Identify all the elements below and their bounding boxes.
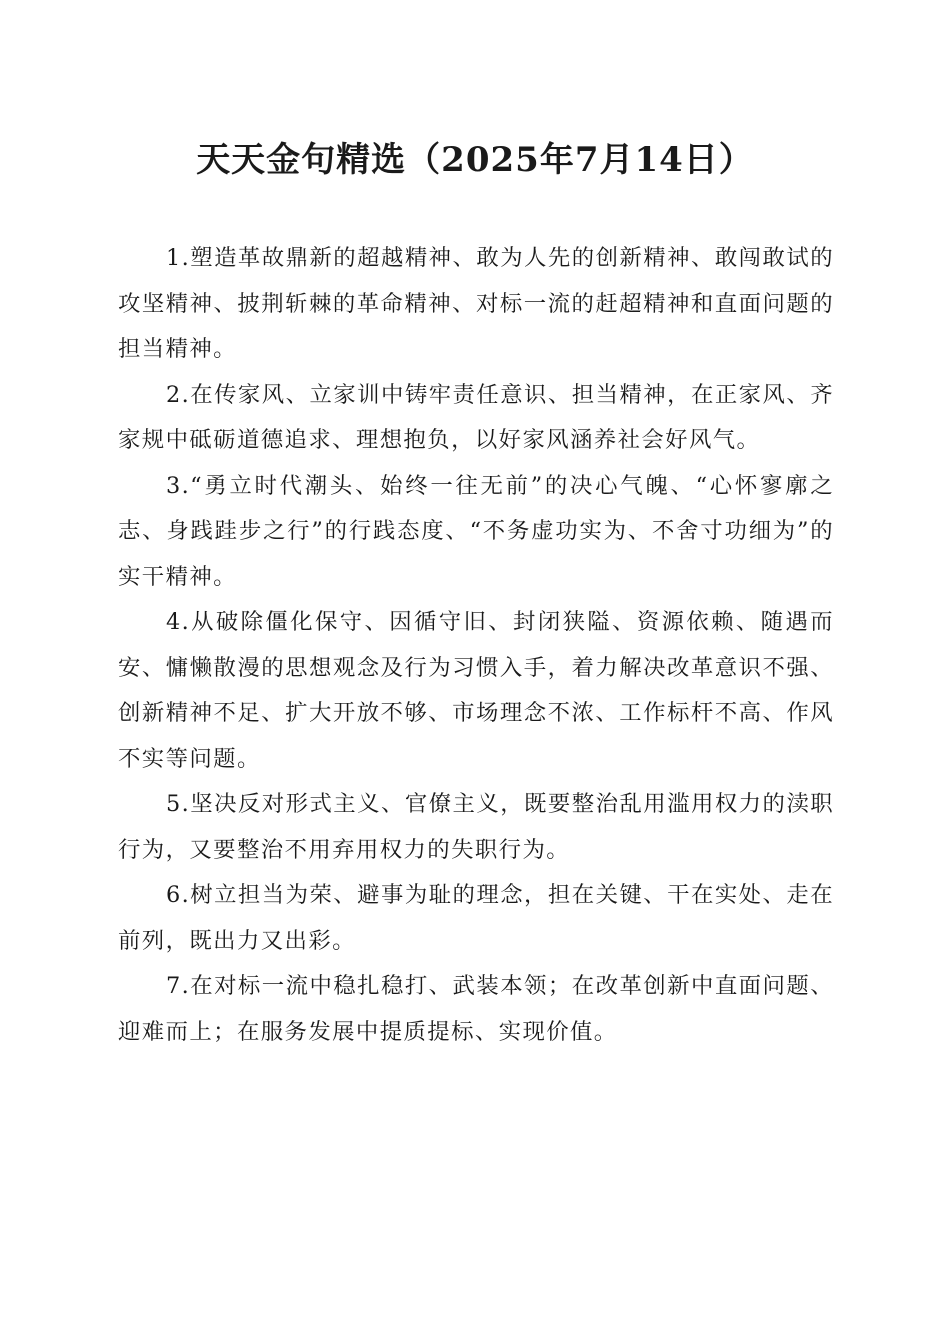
paragraph-6: 6.树立担当为荣、避事为耻的理念，担在关键、干在实处、走在前列，既出力又出彩。 — [118, 882, 834, 954]
paragraph-2: 2.在传家风、立家训中铸牢责任意识、担当精神，在正家风、齐家规中砥砺道德追求、理想抱负，以好家风涵养社会好风气。 — [118, 381, 834, 453]
document-title: 天天金句精选（2025年7月14日） — [196, 140, 754, 180]
paragraph-7: 7.在对标一流中稳扎稳打、武装本领；在改革创新中直面问题、迎难而上；在服务发展中提质提标、实现价值。 — [118, 973, 834, 1045]
paragraph-3: 3.“勇立时代潮头、始终一往无前”的决心气魄、“心怀寥廓之志、身践跬步之行”的行践态度、“不务虚功实为、不舍寸功细为”的实干精神。 — [118, 472, 834, 590]
paragraph-4: 4.从破除僵化保守、因循守旧、封闭狭隘、资源依赖、随遇而安、慵懒散漫的思想观念及行为习惯入手，着力解决改革意识不强、创新精神不足、扩大开放不够、市场理念不浓、工作标杆不高、作风不实等问题。 — [118, 609, 834, 772]
document-body — [118, 236, 834, 1055]
paragraph-5: 5.坚决反对形式主义、官僚主义，既要整治乱用滥用权力的渎职行为，又要整治不用弃用权力的失职行为。 — [118, 791, 834, 863]
paragraph-1: 1.塑造革故鼎新的超越精神、敢为人先的创新精神、敢闯敢试的攻坚精神、披荆斩棘的革命精神、对标一流的赶超精神和直面问题的担当精神。 — [118, 245, 834, 362]
